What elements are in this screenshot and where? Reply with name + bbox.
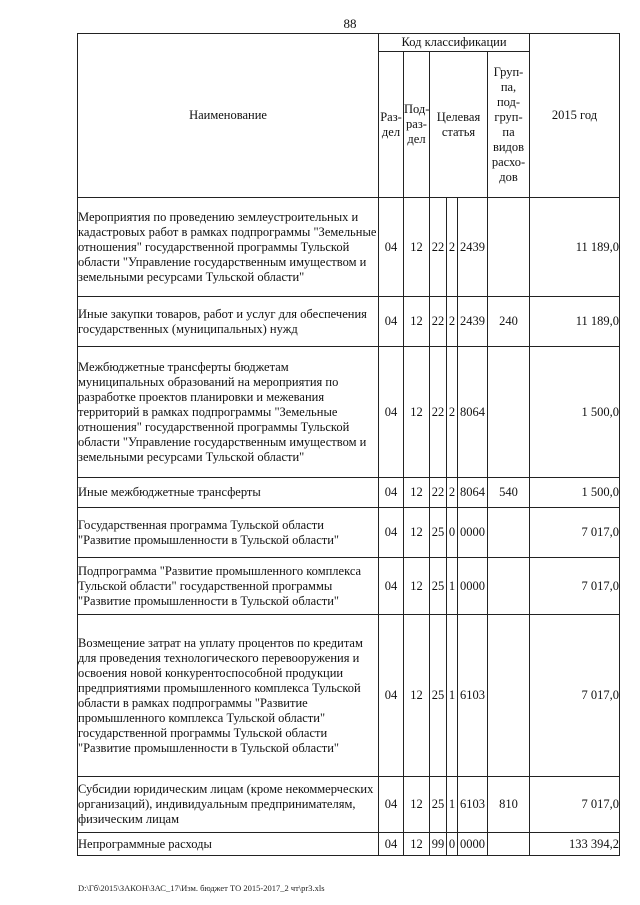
row-podrazdel: 12	[404, 297, 430, 347]
row-vid	[488, 198, 530, 297]
row-name: Иные закупки товаров, работ и услуг для обеспечения государственных (муниципальных) нужд	[78, 297, 379, 347]
page-number: 88	[343, 16, 357, 31]
row-razdel: 04	[379, 833, 404, 856]
budget-table	[77, 33, 620, 856]
row-vid: 540	[488, 478, 530, 508]
row-cs2: 2	[447, 198, 458, 297]
row-cs3: 6103	[458, 615, 488, 777]
row-vid	[488, 615, 530, 777]
row-razdel: 04	[379, 777, 404, 833]
row-cs2: 2	[447, 347, 458, 478]
row-name: Государственная программа Тульской области "Развитие промышленности в Тульской области"	[78, 508, 379, 558]
footer-file-path: D:\Гб\2015\ЗАКОН\ЗАС_17\Изм. бюджет ТО 2015-2017_2 чт\pr3.xls	[78, 883, 325, 893]
header-year: 2015 год	[530, 34, 620, 198]
header-row-top	[78, 34, 620, 52]
row-name: Мероприятия по проведению землеустроительных и кадастровых работ в рамках подпрограммы "Земельные отношения" государственной программы Тульской области "Управление государственным имуществом и земельными ресурсами Тульской области"	[78, 198, 379, 297]
row-vid	[488, 508, 530, 558]
header-code-group: Код классификации	[379, 34, 530, 52]
row-cs2: 2	[447, 478, 458, 508]
row-cs3: 2439	[458, 297, 488, 347]
row-amount: 7 017,0	[530, 777, 620, 833]
row-razdel: 04	[379, 508, 404, 558]
header-name: Наименование	[78, 34, 379, 198]
header-razdel: Раз- дел	[379, 52, 404, 198]
row-podrazdel: 12	[404, 347, 430, 478]
row-name: Подпрограмма "Развитие промышленного комплекса Тульской области" государственной программы "Развитие промышленности в Тульской области"	[78, 558, 379, 615]
row-cs1: 22	[430, 347, 447, 478]
row-razdel: 04	[379, 615, 404, 777]
row-podrazdel: 12	[404, 615, 430, 777]
table-row	[78, 833, 620, 856]
row-name: Иные межбюджетные трансферты	[78, 478, 379, 508]
row-cs2: 0	[447, 833, 458, 856]
row-cs3: 0000	[458, 558, 488, 615]
row-podrazdel: 12	[404, 478, 430, 508]
row-vid	[488, 558, 530, 615]
table-row	[78, 347, 620, 478]
row-amount: 7 017,0	[530, 615, 620, 777]
row-cs1: 25	[430, 777, 447, 833]
row-podrazdel: 12	[404, 508, 430, 558]
row-cs2: 1	[447, 615, 458, 777]
row-vid	[488, 833, 530, 856]
row-razdel: 04	[379, 347, 404, 478]
row-podrazdel: 12	[404, 198, 430, 297]
row-podrazdel: 12	[404, 558, 430, 615]
row-amount: 1 500,0	[530, 478, 620, 508]
table-row	[78, 777, 620, 833]
row-amount: 133 394,2	[530, 833, 620, 856]
row-amount: 7 017,0	[530, 558, 620, 615]
row-vid: 240	[488, 297, 530, 347]
row-cs1: 25	[430, 508, 447, 558]
row-name: Возмещение затрат на уплату процентов по кредитам для проведения технологического перевооружения и освоения новой конкурентоспособной продукции предприятиями промышленного комплекса Тульской области в рамках подпрограммы "Развитие промышленного комплекса Тульской области" государственной программы Тульской области "Развитие промышленности в Тульской области"	[78, 615, 379, 777]
row-cs1: 99	[430, 833, 447, 856]
row-cs3: 8064	[458, 347, 488, 478]
row-cs1: 22	[430, 198, 447, 297]
row-cs3: 8064	[458, 478, 488, 508]
row-cs1: 25	[430, 615, 447, 777]
row-amount: 11 189,0	[530, 297, 620, 347]
row-vid: 810	[488, 777, 530, 833]
row-vid	[488, 347, 530, 478]
row-cs1: 22	[430, 297, 447, 347]
row-amount: 1 500,0	[530, 347, 620, 478]
row-podrazdel: 12	[404, 833, 430, 856]
table-row	[78, 615, 620, 777]
row-cs2: 0	[447, 508, 458, 558]
header-vid-raskhodov: Груп- па, под- груп- па видов расхо- дов	[488, 52, 530, 198]
row-cs3: 0000	[458, 508, 488, 558]
row-name: Непрограммные расходы	[78, 833, 379, 856]
row-razdel: 04	[379, 478, 404, 508]
row-cs1: 22	[430, 478, 447, 508]
header-podrazdel: Под- раз- дел	[404, 52, 430, 198]
table-row	[78, 478, 620, 508]
row-podrazdel: 12	[404, 777, 430, 833]
row-name: Межбюджетные трансферты бюджетам муниципальных образований на мероприятия по разработке проектов планировки и межевания территорий в рамках подпрограммы "Земельные отношения" государственной программы Тульской области "Управление государственным имуществом и земельными ресурсами Тульской области"	[78, 347, 379, 478]
table-row	[78, 508, 620, 558]
row-name: Субсидии юридическим лицам (кроме некоммерческих организаций), индивидуальным предпринимателям, физическим лицам	[78, 777, 379, 833]
table-row	[78, 558, 620, 615]
row-cs3: 2439	[458, 198, 488, 297]
header-tselevaya-statya: Целевая статья	[430, 52, 488, 198]
row-cs1: 25	[430, 558, 447, 615]
row-razdel: 04	[379, 297, 404, 347]
row-amount: 11 189,0	[530, 198, 620, 297]
row-razdel: 04	[379, 198, 404, 297]
row-cs3: 6103	[458, 777, 488, 833]
row-cs2: 1	[447, 777, 458, 833]
row-amount: 7 017,0	[530, 508, 620, 558]
row-cs3: 0000	[458, 833, 488, 856]
row-cs2: 1	[447, 558, 458, 615]
table-row	[78, 198, 620, 297]
row-cs2: 2	[447, 297, 458, 347]
table-row	[78, 297, 620, 347]
row-razdel: 04	[379, 558, 404, 615]
